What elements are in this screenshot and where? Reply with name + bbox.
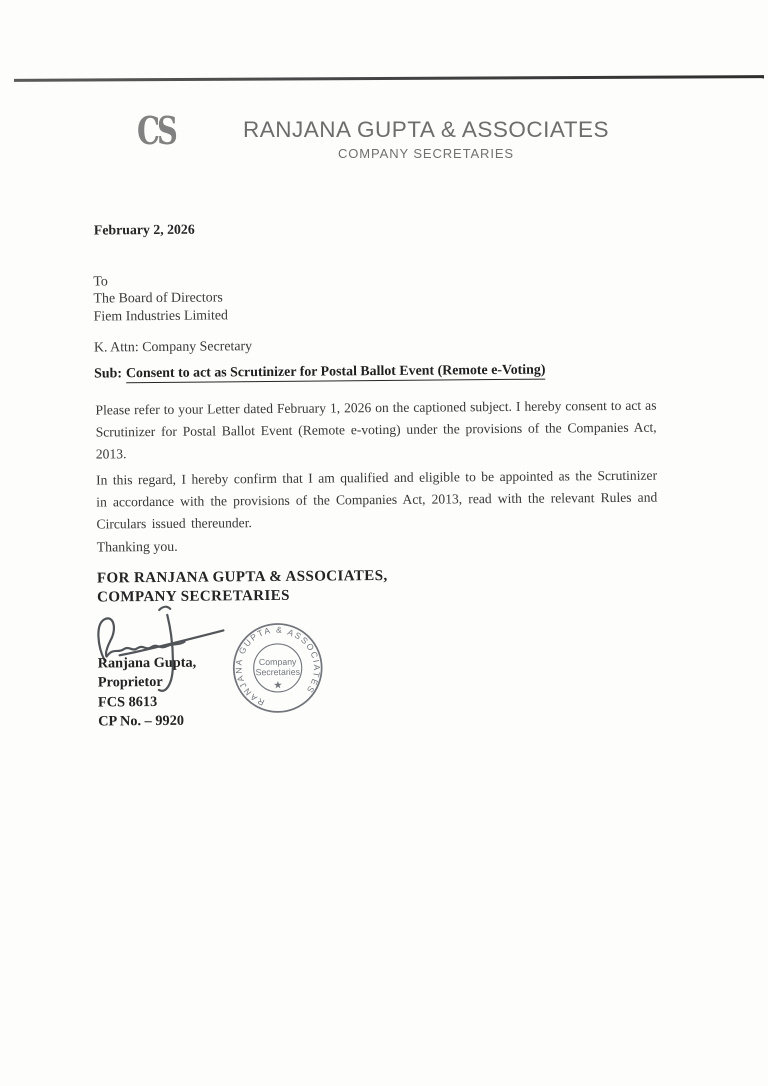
recipient-block [93,272,228,325]
stamp-rim-text: RANJANA GUPTA & ASSOCIATES [233,624,323,708]
attention-line: K. Attn: Company Secretary [93,339,253,356]
signatory-membership-no: FCS 8613 [97,693,158,711]
subject-text: Consent to act as Scrutinizer for Postal Ballot Event (Remote e-Voting) [125,362,546,382]
signatory-firm-line-2: COMPANY SECRETARIES [97,587,290,606]
signatory-cp-no: CP No. – 9920 [98,712,185,730]
signatory-title: Proprietor [97,674,163,691]
recipient-salutation: To [93,274,108,290]
signatory-name: Ranjana Gupta, [97,654,197,672]
firm-subtitle: COMPANY SECRETARIES [337,146,515,161]
subject-label: Sub: [94,366,123,382]
closing-line: Thanking you. [96,539,178,556]
signature-accent [159,607,170,610]
letter-date: February 2, 2026 [93,221,195,238]
firm-name: RANJANA GUPTA & ASSOCIATES [242,117,609,142]
signatory-firm-line-1: FOR RANJANA GUPTA & ASSOCIATES, [96,567,388,587]
recipient-line: Fiem Industries Limited [93,308,228,325]
cs-institute-logo: CS [137,108,175,153]
stamp-center-line-2: Secretaries [255,666,300,678]
stamp-center-line-1: Company [258,656,297,668]
signature-crossbar [119,630,223,655]
subject-line [94,363,545,383]
round-stamp [230,621,325,716]
body-paragraph-2: In this regard, I hereby confirm that I am qualified and eligible to be appointed as the Scrutinizer in accordance with the provisions of the Companies Act, 2013, read with the relevant Rules and Circulars issued thereunder. [96,467,658,532]
recipient-line: The Board of Directors [93,290,223,307]
stamp-star-icon: ★ [273,680,283,692]
body-paragraph-1: Please refer to your Letter dated February 1, 2026 on the captioned subject. I hereby consent to act as Scrutinizer for Postal Ballot Event (Remote e-voting) under the provisions of the Companies Act, 2013. [95,397,657,462]
signatory-details [98,654,197,732]
